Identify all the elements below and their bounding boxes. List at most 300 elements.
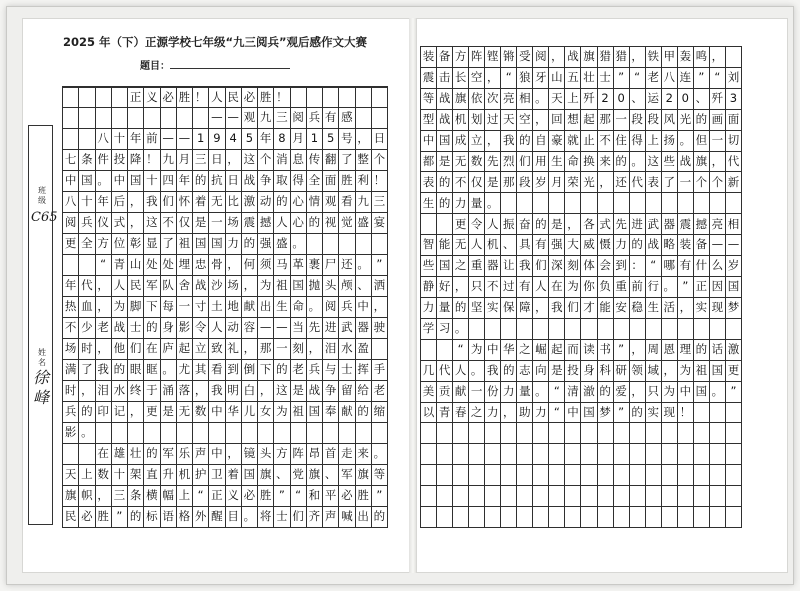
right-grid-cell: 好: [437, 277, 453, 298]
right-grid-cell: 想: [565, 110, 581, 131]
left-grid-cell: 仪: [96, 213, 112, 234]
right-grid-cell: 旗: [694, 152, 710, 173]
right-grid-cell: [598, 193, 614, 214]
right-grid-cell: 月: [549, 172, 565, 193]
right-grid-cell: 装: [678, 235, 694, 256]
right-grid-cell: 。: [630, 152, 646, 173]
left-grid-cell: 中: [209, 444, 225, 465]
right-grid-cell: [421, 444, 437, 465]
right-grid-cell: ：: [630, 256, 646, 277]
right-grid-cell: 不: [485, 277, 501, 298]
right-grid-cell: 老: [646, 68, 662, 89]
left-grid-cell: “: [193, 486, 209, 507]
left-grid-cell: 标: [144, 507, 160, 528]
right-grid-cell: 么: [710, 256, 726, 277]
right-grid-cell: 0: [614, 89, 630, 110]
right-grid-cell: 是: [549, 214, 565, 235]
right-grid-cell: “: [646, 256, 662, 277]
left-grid-cell: “: [96, 255, 112, 276]
left-grid-cell: 个: [372, 150, 388, 171]
left-grid-cell: 我: [209, 381, 225, 402]
right-grid-cell: 长: [453, 68, 469, 89]
right-grid-cell: 贡: [437, 382, 453, 403]
right-grid-cell: 机: [453, 110, 469, 131]
right-grid-cell: [501, 486, 517, 507]
right-grid-cell: 一: [614, 110, 630, 131]
right-grid-cell: 大: [565, 235, 581, 256]
right-grid-cell: 受: [517, 47, 533, 68]
left-grid-cell: 乐: [177, 444, 193, 465]
right-grid-cell: 。: [469, 361, 485, 382]
right-grid-cell: 猎: [614, 47, 630, 68]
left-grid-cell: 儿: [242, 402, 258, 423]
right-grid-cell: [694, 444, 710, 465]
right-grid-cell: ，: [501, 403, 517, 424]
left-grid-cell: 沙: [209, 276, 225, 297]
left-grid-cell: 器: [356, 318, 372, 339]
right-grid-cell: [662, 423, 678, 444]
left-grid-cell: 月: [291, 129, 307, 150]
right-grid-cell: 起: [549, 340, 565, 361]
right-grid-cell: 崛: [533, 340, 549, 361]
right-grid-cell: 负: [598, 277, 614, 298]
left-grid-cell: 眶: [144, 360, 160, 381]
contest-title: 2025 年（下）正源学校七年级“九三阅兵”观后感作文大赛: [62, 35, 368, 49]
left-grid-cell: 投: [112, 150, 128, 171]
right-grid-cell: “: [549, 382, 565, 403]
right-grid-cell: 的: [501, 361, 517, 382]
left-grid-cell: 一: [209, 213, 225, 234]
left-grid-cell: 全: [307, 171, 323, 192]
right-grid-cell: [726, 507, 742, 528]
left-grid-cell: 庐: [161, 339, 177, 360]
right-grid-cell: [421, 507, 437, 528]
right-grid-cell: 一: [710, 131, 726, 152]
right-grid-cell: 新: [726, 172, 742, 193]
right-grid-cell: 什: [694, 256, 710, 277]
right-grid-cell: [581, 423, 597, 444]
class-label: 班级: [38, 186, 46, 205]
left-grid-cell: ，: [242, 339, 258, 360]
right-grid-cell: 让: [501, 256, 517, 277]
right-grid-cell: ”: [614, 340, 630, 361]
left-grid-cell: 正: [209, 486, 225, 507]
right-grid-cell: 身: [581, 361, 597, 382]
left-grid-cell: 礼: [226, 339, 242, 360]
left-grid-cell: 时: [79, 339, 95, 360]
right-grid-cell: 型: [421, 110, 437, 131]
right-grid-cell: [565, 193, 581, 214]
left-grid-cell: 忠: [193, 255, 209, 276]
left-grid-cell: 强: [258, 234, 274, 255]
right-grid-cell: 用: [533, 152, 549, 173]
right-grid-cell: 数: [469, 152, 485, 173]
left-grid-cell: 身: [161, 318, 177, 339]
right-grid-cell: 坚: [469, 298, 485, 319]
left-grid-cell: 老: [291, 360, 307, 381]
left-grid-cell: 土: [209, 297, 225, 318]
left-grid-cell: ”: [372, 255, 388, 276]
left-grid-cell: [339, 87, 355, 108]
left-grid-cell: 那: [258, 339, 274, 360]
left-grid-cell: ”: [274, 486, 290, 507]
right-grid-cell: [437, 444, 453, 465]
left-grid-cell: 阅: [63, 213, 79, 234]
left-grid-cell: 格: [177, 507, 193, 528]
left-grid-cell: ，: [79, 381, 95, 402]
left-grid-cell: 兵: [339, 297, 355, 318]
right-grid-cell: 岁: [726, 256, 742, 277]
left-writing-grid: [62, 86, 388, 528]
left-grid-cell: 不: [161, 213, 177, 234]
right-grid-cell: 亮: [501, 89, 517, 110]
right-grid-cell: 稳: [630, 298, 646, 319]
left-grid-cell: 的: [112, 360, 128, 381]
right-grid-cell: ”: [726, 382, 742, 403]
right-grid-cell: 的: [630, 235, 646, 256]
right-grid-cell: 代: [630, 172, 646, 193]
left-grid-cell: 为: [274, 402, 290, 423]
left-grid-cell: [339, 234, 355, 255]
right-grid-cell: [565, 465, 581, 486]
right-grid-cell: 了: [662, 172, 678, 193]
right-grid-cell: [565, 444, 581, 465]
right-grid-cell: 、: [630, 89, 646, 110]
right-grid-cell: 不: [598, 131, 614, 152]
left-grid-cell: [356, 87, 372, 108]
right-grid-cell: 就: [565, 131, 581, 152]
right-grid-cell: 人: [533, 277, 549, 298]
right-grid-cell: [710, 465, 726, 486]
right-grid-cell: [694, 486, 710, 507]
left-grid-cell: 感: [339, 108, 355, 129]
right-grid-cell: [614, 319, 630, 340]
left-grid-cell: 老: [96, 318, 112, 339]
right-grid-cell: [694, 319, 710, 340]
right-grid-cell: 仅: [469, 172, 485, 193]
right-grid-cell: 的: [694, 340, 710, 361]
right-grid-cell: 深: [549, 256, 565, 277]
left-grid-cell: [79, 129, 95, 150]
left-grid-cell: 观: [242, 108, 258, 129]
right-grid-cell: 豪: [549, 131, 565, 152]
right-grid-cell: [485, 486, 501, 507]
left-grid-cell: 天: [63, 465, 79, 486]
left-grid-cell: 等: [372, 465, 388, 486]
right-grid-cell: [453, 423, 469, 444]
right-grid-cell: 会: [598, 256, 614, 277]
right-grid-cell: 阅: [533, 47, 549, 68]
left-grid-cell: 雄: [112, 444, 128, 465]
right-grid-cell: 。: [678, 131, 694, 152]
right-grid-cell: 人: [485, 214, 501, 235]
left-grid-cell: 全: [79, 234, 95, 255]
left-grid-cell: 心: [291, 192, 307, 213]
left-grid-cell: 八: [63, 192, 79, 213]
right-grid-cell: 风: [662, 110, 678, 131]
right-grid-cell: 安: [614, 298, 630, 319]
right-grid-cell: 段: [517, 172, 533, 193]
left-grid-cell: 国: [209, 234, 225, 255]
right-grid-cell: 战: [678, 152, 694, 173]
right-grid-cell: 障: [517, 298, 533, 319]
left-grid-cell: 年: [63, 276, 79, 297]
right-grid-cell: 机: [485, 235, 501, 256]
right-grid-cell: ，: [630, 47, 646, 68]
left-grid-cell: [63, 87, 79, 108]
left-grid-cell: 战: [112, 318, 128, 339]
right-grid-cell: 之: [517, 340, 533, 361]
right-grid-cell: [437, 423, 453, 444]
left-grid-cell: 血: [79, 297, 95, 318]
right-grid-cell: [421, 214, 437, 235]
right-grid-cell: 活: [662, 298, 678, 319]
left-grid-cell: 奉: [323, 402, 339, 423]
right-grid-cell: [662, 486, 678, 507]
right-grid-cell: 段: [630, 110, 646, 131]
right-grid-cell: [598, 507, 614, 528]
right-grid-cell: [662, 465, 678, 486]
right-grid-cell: 空: [517, 110, 533, 131]
right-grid-cell: 岁: [533, 172, 549, 193]
left-grid-cell: 盈: [356, 339, 372, 360]
right-grid-cell: [501, 423, 517, 444]
right-grid-cell: 都: [421, 152, 437, 173]
left-grid-cell: 马: [274, 255, 290, 276]
right-grid-cell: 切: [726, 131, 742, 152]
left-grid-cell: 兵: [307, 360, 323, 381]
left-grid-cell: 驶: [372, 318, 388, 339]
right-grid-cell: ，: [453, 277, 469, 298]
right-grid-cell: 荣: [565, 172, 581, 193]
right-grid-cell: ，: [533, 298, 549, 319]
left-grid-cell: [112, 423, 128, 444]
left-grid-cell: 尸: [323, 255, 339, 276]
right-grid-cell: [581, 486, 597, 507]
right-grid-cell: [533, 507, 549, 528]
left-grid-cell: 人: [112, 276, 128, 297]
left-grid-cell: 四: [161, 171, 177, 192]
left-grid-cell: 义: [226, 486, 242, 507]
right-grid-cell: [437, 507, 453, 528]
right-grid-cell: 学: [421, 319, 437, 340]
left-grid-cell: 立: [193, 339, 209, 360]
left-grid-cell: 缩: [372, 402, 388, 423]
left-grid-cell: 士: [128, 318, 144, 339]
left-grid-cell: 献: [242, 297, 258, 318]
right-grid-cell: [726, 47, 742, 68]
right-grid-cell: [533, 444, 549, 465]
left-grid-cell: —: [274, 318, 290, 339]
right-grid-cell: [614, 444, 630, 465]
left-grid-cell: 正: [128, 87, 144, 108]
right-grid-cell: 个: [694, 172, 710, 193]
right-grid-cell: [437, 340, 453, 361]
right-grid-cell: 献: [453, 382, 469, 403]
right-grid-cell: 而: [565, 340, 581, 361]
right-grid-cell: 住: [614, 131, 630, 152]
right-grid-cell: 域: [646, 361, 662, 382]
left-grid-cell: 党: [291, 465, 307, 486]
left-grid-cell: 献: [339, 402, 355, 423]
left-grid-cell: 泪: [96, 381, 112, 402]
right-grid-cell: 扬: [662, 131, 678, 152]
left-grid-cell: 记: [112, 402, 128, 423]
left-grid-cell: 为: [112, 297, 128, 318]
left-grid-cell: [193, 108, 209, 129]
left-grid-cell: 国: [193, 234, 209, 255]
right-grid-cell: 研: [614, 361, 630, 382]
right-grid-cell: “: [453, 340, 469, 361]
left-grid-cell: 到: [226, 360, 242, 381]
right-grid-cell: 画: [710, 110, 726, 131]
left-grid-cell: [96, 423, 112, 444]
left-grid-cell: 位: [112, 234, 128, 255]
left-grid-cell: 齐: [307, 507, 323, 528]
right-grid-cell: 战: [437, 110, 453, 131]
right-grid-cell: 有: [678, 256, 694, 277]
left-grid-cell: 了: [161, 234, 177, 255]
right-grid-cell: 连: [678, 68, 694, 89]
right-grid-cell: [533, 319, 549, 340]
left-grid-cell: ！: [274, 87, 290, 108]
right-grid-cell: [517, 319, 533, 340]
right-grid-cell: 天: [549, 89, 565, 110]
left-grid-cell: 宴: [372, 213, 388, 234]
right-grid-cell: [598, 423, 614, 444]
right-grid-cell: 们: [533, 256, 549, 277]
left-grid-cell: 式: [112, 213, 128, 234]
left-grid-cell: 头: [258, 444, 274, 465]
right-grid-cell: [581, 193, 597, 214]
right-grid-cell: 更: [726, 361, 742, 382]
right-grid-cell: ，: [485, 131, 501, 152]
right-grid-cell: [598, 319, 614, 340]
left-grid-cell: 挥: [356, 360, 372, 381]
right-grid-cell: [662, 444, 678, 465]
left-grid-cell: 这: [144, 213, 160, 234]
left-grid-cell: 整: [356, 150, 372, 171]
left-grid-cell: 国: [79, 171, 95, 192]
left-grid-cell: [63, 108, 79, 129]
left-grid-cell: 在: [144, 339, 160, 360]
left-grid-cell: [79, 444, 95, 465]
right-grid-cell: [565, 507, 581, 528]
right-grid-cell: 恩: [662, 340, 678, 361]
right-grid-cell: [646, 486, 662, 507]
right-grid-cell: 行: [646, 277, 662, 298]
right-grid-cell: [646, 193, 662, 214]
right-grid-cell: [501, 193, 517, 214]
left-grid-cell: 阵: [291, 444, 307, 465]
left-grid-cell: 进: [323, 318, 339, 339]
right-grid-cell: [630, 319, 646, 340]
right-grid-cell: [694, 465, 710, 486]
right-grid-cell: [533, 486, 549, 507]
right-grid-cell: 激: [726, 340, 742, 361]
right-grid-cell: 的: [437, 193, 453, 214]
right-grid-cell: 的: [517, 131, 533, 152]
right-grid-cell: 中: [565, 403, 581, 424]
left-grid-cell: 必: [161, 87, 177, 108]
left-grid-cell: 争: [323, 381, 339, 402]
left-grid-cell: 场: [226, 213, 242, 234]
left-grid-cell: [79, 108, 95, 129]
left-grid-cell: [79, 255, 95, 276]
left-grid-cell: 撼: [258, 213, 274, 234]
left-grid-cell: [291, 423, 307, 444]
right-grid-cell: 以: [421, 403, 437, 424]
right-grid-cell: [469, 465, 485, 486]
right-grid-cell: 些: [421, 256, 437, 277]
left-grid-cell: 、: [356, 276, 372, 297]
right-grid-cell: [517, 193, 533, 214]
right-grid-cell: 铁: [646, 47, 662, 68]
right-grid-cell: [469, 423, 485, 444]
left-grid-cell: 的: [193, 171, 209, 192]
right-grid-cell: 国: [710, 361, 726, 382]
left-grid-cell: [242, 423, 258, 444]
right-grid-cell: 我: [517, 256, 533, 277]
right-grid-cell: 旗: [581, 47, 597, 68]
right-grid-cell: [726, 486, 742, 507]
right-grid-cell: 划: [469, 110, 485, 131]
left-grid-cell: 为: [258, 276, 274, 297]
left-grid-cell: 旗: [63, 486, 79, 507]
left-grid-cell: [63, 444, 79, 465]
left-grid-cell: 息: [291, 150, 307, 171]
left-grid-cell: 。: [372, 444, 388, 465]
left-grid-cell: [323, 87, 339, 108]
right-grid-cell: 们: [565, 298, 581, 319]
left-grid-cell: [63, 255, 79, 276]
right-grid-cell: 只: [469, 277, 485, 298]
right-grid-cell: 那: [598, 110, 614, 131]
right-grid-cell: 力: [501, 382, 517, 403]
left-grid-cell: 数: [96, 465, 112, 486]
right-grid-cell: 表: [421, 172, 437, 193]
left-grid-cell: 的: [372, 507, 388, 528]
right-grid-cell: [598, 486, 614, 507]
left-grid-cell: 胜: [96, 507, 112, 528]
right-grid-cell: 现: [662, 403, 678, 424]
left-grid-cell: 月: [177, 150, 193, 171]
left-grid-cell: 年: [258, 129, 274, 150]
right-grid-cell: [694, 423, 710, 444]
left-grid-cell: 升: [161, 465, 177, 486]
left-grid-cell: 水: [339, 339, 355, 360]
left-grid-cell: [128, 108, 144, 129]
right-grid-cell: 实: [694, 298, 710, 319]
left-grid-cell: 裹: [307, 255, 323, 276]
left-grid-cell: 女: [258, 402, 274, 423]
left-grid-cell: [144, 423, 160, 444]
right-grid-cell: 刻: [565, 256, 581, 277]
left-grid-cell: [372, 108, 388, 129]
right-grid-cell: 光: [581, 172, 597, 193]
left-grid-cell: 号: [339, 129, 355, 150]
left-grid-cell: 中: [112, 171, 128, 192]
left-grid-cell: 方: [96, 234, 112, 255]
right-grid-cell: 装: [421, 47, 437, 68]
right-grid-cell: [726, 403, 742, 424]
right-grid-cell: 是: [549, 361, 565, 382]
right-grid-cell: 进: [630, 214, 646, 235]
right-grid-cell: 震: [678, 214, 694, 235]
right-grid-cell: [549, 319, 565, 340]
right-grid-cell: [726, 319, 742, 340]
left-grid-cell: [258, 423, 274, 444]
